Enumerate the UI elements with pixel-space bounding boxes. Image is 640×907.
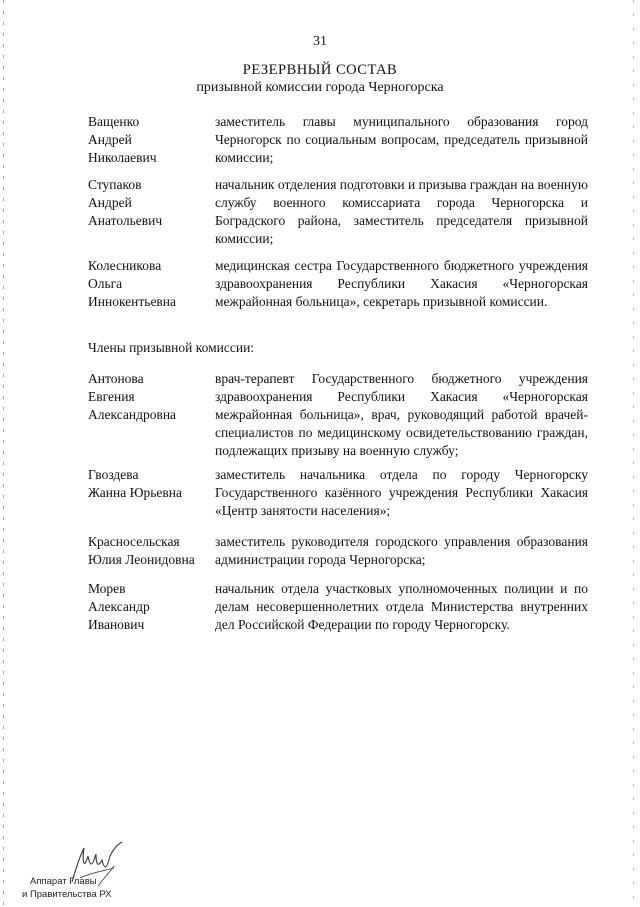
- members-heading: Члены призывной комиссии:: [88, 340, 255, 355]
- patronymic: Иванович: [88, 617, 145, 632]
- approval-stamp: [18, 838, 148, 902]
- scan-edge-right: [633, 0, 634, 905]
- patronymic: Анатольевич: [88, 213, 163, 228]
- surname: Антонова: [88, 371, 144, 386]
- first-name: Андрей: [88, 195, 132, 210]
- entry-name: [88, 257, 208, 311]
- first-name-patronymic: Юлия Леонидовна: [88, 552, 195, 567]
- surname: Гвоздева: [88, 467, 139, 482]
- first-name-patronymic: Жанна Юрьевна: [88, 485, 182, 500]
- page-title: РЕЗЕРВНЫЙ СОСТАВ: [242, 62, 398, 78]
- entry-name: [88, 533, 208, 569]
- surname: Колесникова: [88, 258, 162, 273]
- entry-name: [88, 466, 208, 502]
- entry-role: заместитель начальника отдела по городу Черногорску Государственного казённого учреждения Республики Хакасия «Центр занятости населения»;: [215, 467, 588, 518]
- entry-name: [88, 580, 208, 634]
- page-subtitle: призывной комиссии города Черногорска: [196, 80, 444, 95]
- patronymic: Николаевич: [88, 150, 157, 165]
- surname: Красносельская: [88, 534, 180, 549]
- patronymic: Александровна: [88, 407, 177, 422]
- scan-edge-left: [3, 0, 4, 905]
- entry-role: заместитель руководителя городского управления образования администрации города Черногорска;: [215, 534, 588, 567]
- entry-role: заместитель главы муниципального образования город Черногорск по социальным вопросам, председатель призывной комиссии;: [215, 114, 588, 165]
- entry-role: начальник отделения подготовки и призыва граждан на военную службу военного комиссариата города Черногорска и Боградского района, заместитель председателя призывной комиссии;: [215, 177, 588, 246]
- surname: Ващенко: [88, 114, 140, 129]
- entry-role: врач-терапевт Государственного бюджетного учреждения здравоохранения Республики Хакасия «Черногорская межрайонная больница», врач, руководящий работой врачей-специалистов по медицинскому освидетельствованию граждан, подлежащих призыву на военную службу;: [215, 371, 588, 458]
- entry-name: [88, 370, 208, 424]
- first-name: Александр: [88, 599, 150, 614]
- entry-role: начальник отдела участковых уполномоченных полиции и по делам несовершеннолетних отдела Министерства внутренних дел Российской Федерации по городу Черногорску.: [215, 581, 588, 632]
- first-name: Евгения: [88, 389, 135, 404]
- page-number: 31: [313, 34, 327, 49]
- stamp-line-2: и Правительства РХ: [22, 889, 112, 900]
- first-name: Андрей: [88, 132, 132, 147]
- surname: Ступаков: [88, 177, 142, 192]
- first-name: Ольга: [88, 276, 123, 291]
- stamp-line-1: Аппарат Главы: [30, 876, 97, 887]
- entry-role: медицинская сестра Государственного бюджетного учреждения здравоохранения Республики Хакасия «Черногорская межрайонная больница», секретарь призывной комиссии.: [215, 258, 588, 309]
- entry-name: [88, 176, 208, 230]
- surname: Морев: [88, 581, 126, 596]
- entry-name: [88, 113, 208, 167]
- patronymic: Иннокентьевна: [88, 294, 177, 309]
